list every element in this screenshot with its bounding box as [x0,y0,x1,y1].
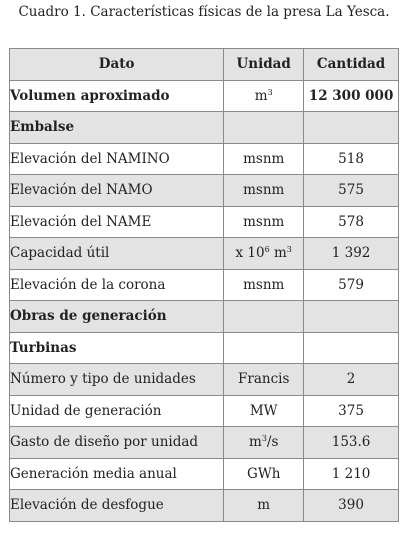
row-label: Elevación del NAMINO [10,143,224,175]
characteristics-table [9,48,399,522]
table-row [10,143,399,175]
section-label: Obras de generación [10,301,224,333]
row-label: Volumen aproximado [10,80,224,112]
row-value [304,301,399,333]
table-row [10,458,399,490]
row-value: 578 [304,206,399,238]
table-row [10,490,399,522]
row-label: Capacidad útil [10,238,224,270]
row-value: 1 392 [304,238,399,270]
table-row [10,238,399,270]
row-unit [224,332,304,364]
row-unit: msnm [224,175,304,207]
table-row [10,206,399,238]
table-caption: Cuadro 1. Características físicas de la presa La Yesca. [18,4,390,20]
column-header-unidad: Unidad [224,49,304,81]
column-header-cantidad: Cantidad [304,49,399,81]
row-label: Generación media anual [10,458,224,490]
table-row [10,269,399,301]
table-row [10,427,399,459]
unit-text: m [249,434,262,451]
row-label: Elevación del NAME [10,206,224,238]
row-value: 375 [304,395,399,427]
section-row [10,332,399,364]
row-unit [224,427,304,459]
row-unit [224,80,304,112]
row-unit: msnm [224,269,304,301]
row-unit [224,112,304,144]
row-value: 575 [304,175,399,207]
row-unit [224,301,304,333]
row-value: 153.6 [304,427,399,459]
row-value: 2 [304,364,399,396]
row-label: Elevación de desfogue [10,490,224,522]
row-label: Unidad de generación [10,395,224,427]
section-label: Embalse [10,112,224,144]
table-row [10,364,399,396]
row-unit: msnm [224,143,304,175]
column-header-dato: Dato [10,49,224,81]
row-value: 12 300 000 [304,80,399,112]
row-value: 390 [304,490,399,522]
row-value [304,112,399,144]
row-label: Gasto de diseño por unidad [10,427,224,459]
row-label: Elevación del NAMO [10,175,224,207]
row-value: 518 [304,143,399,175]
unit-text-suffix: /s [266,434,279,451]
row-value: 1 210 [304,458,399,490]
section-row [10,112,399,144]
row-unit: GWh [224,458,304,490]
row-label: Número y tipo de unidades [10,364,224,396]
row-unit: MW [224,395,304,427]
row-unit: m [224,490,304,522]
row-value: 579 [304,269,399,301]
section-label: Turbinas [10,332,224,364]
row-unit: Francis [224,364,304,396]
row-unit: msnm [224,206,304,238]
unit-superscript: 6 [264,245,270,255]
unit-text: x 10 [235,245,265,262]
table-row [10,80,399,112]
table-header-row [10,49,399,81]
table-row [10,395,399,427]
row-label: Elevación de la corona [10,269,224,301]
unit-superscript: 3 [261,434,267,444]
section-row [10,301,399,333]
unit-superscript-2: 3 [286,245,292,255]
row-unit [224,238,304,270]
unit-superscript: 3 [267,87,273,97]
unit-text-suffix: m [269,245,287,262]
table-row [10,175,399,207]
unit-text: m [254,87,268,104]
row-value [304,332,399,364]
